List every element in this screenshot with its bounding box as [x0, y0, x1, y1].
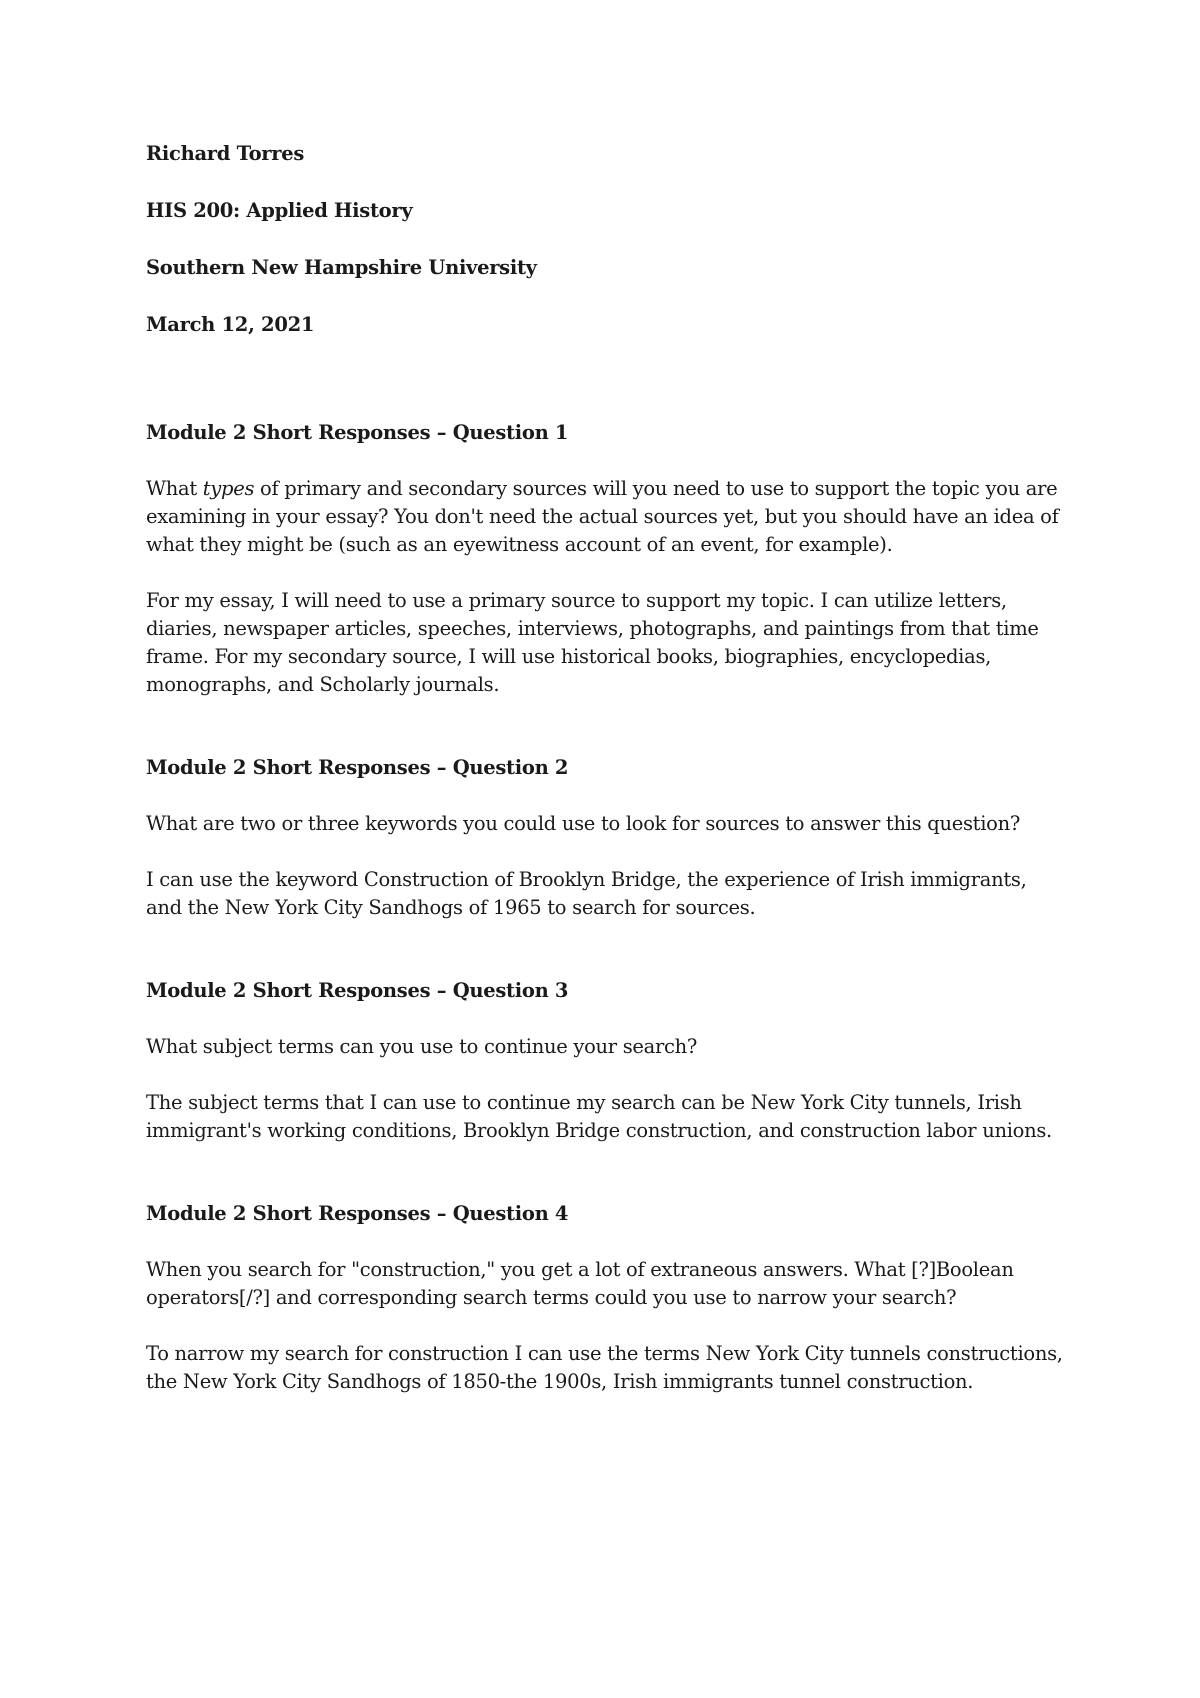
- question-3-section: [146, 977, 1066, 1145]
- question-4-prompt: When you search for "construction," you get a lot of extraneous answers. What [?]Boolean operators[/?] and corresponding search terms could you use to narrow your search?: [146, 1258, 1014, 1309]
- question-1-prompt-end: of primary and secondary sources will you need to use to support the topic you are examining in your essay? You don't need the actual sources yet, but you should have an idea of what they might be (such as an eyewitness account of an event, for example).: [146, 477, 1059, 556]
- document-date: March 12, 2021: [146, 313, 315, 336]
- question-2-answer: I can use the keyword Construction of Brooklyn Bridge, the experience of Irish immigrants, and the New York City Sandhogs of 1965 to search for sources.: [146, 868, 1027, 919]
- question-1-answer: For my essay, I will need to use a primary source to support my topic. I can utilize letters, diaries, newspaper articles, speeches, interviews, photographs, and paintings from that time frame. For my secondary source, I will use historical books, biographies, encyclopedias, monographs, and Scholarly journals.: [146, 589, 1039, 696]
- course-title: HIS 200: Applied History: [146, 199, 413, 222]
- header-spacer: [146, 339, 1066, 419]
- question-1-prompt-emphasis: types: [202, 477, 255, 500]
- question-2-prompt: What are two or three keywords you could use to look for sources to answer this question?: [146, 812, 1020, 835]
- question-1-section: [146, 419, 1066, 699]
- question-1-prompt-start: What: [146, 477, 203, 500]
- question-2-section: [146, 754, 1066, 922]
- document-body: [146, 140, 1066, 1451]
- question-4-section: [146, 1200, 1066, 1396]
- question-4-title: Module 2 Short Responses – Question 4: [146, 1202, 569, 1225]
- question-1-prompt: [146, 475, 1066, 559]
- question-3-answer: The subject terms that I can use to continue my search can be New York City tunnels, Irish immigrant's working conditions, Brooklyn Bridge construction, and construction labor unions.: [146, 1091, 1052, 1142]
- question-2-title: Module 2 Short Responses – Question 2: [146, 756, 569, 779]
- question-3-title: Module 2 Short Responses – Question 3: [146, 979, 569, 1002]
- institution-name: Southern New Hampshire University: [146, 256, 537, 279]
- question-1-title: Module 2 Short Responses – Question 1: [146, 421, 569, 444]
- author-name: Richard Torres: [146, 142, 305, 165]
- question-4-answer: To narrow my search for construction I can use the terms New York City tunnels constructions, the New York City Sandhogs of 1850-the 1900s, Irish immigrants tunnel construction.: [146, 1342, 1063, 1393]
- question-3-prompt: What subject terms can you use to continue your search?: [146, 1035, 698, 1058]
